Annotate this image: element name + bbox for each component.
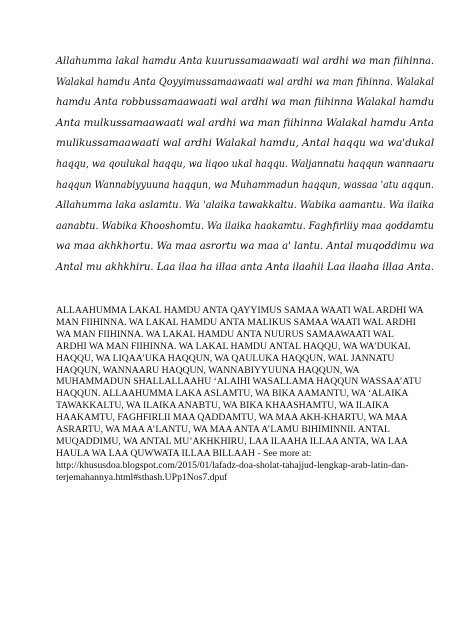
paragraph-line: Anta mulkussamaawaati wal ardhi wa man fiihinna Walakal hamdu Anta <box>56 116 434 129</box>
paragraph-line: MUHAMMADUN SHALLALLAAHU ‘ALAIHI WASALLAMA HAQQUN WASSAA’ATU <box>56 376 422 388</box>
paragraph-line: Allahumma lakal hamdu Anta kuurussamaawaati wal ardhi wa man fiihinna. <box>56 55 435 67</box>
paragraph-line: ASRARTU, WA MAA A’LANTU, WA MAA ANTA A’LAMU BIHIMINNII. ANTAL <box>56 424 390 436</box>
paragraph-line: HAULA WA LAA QUWWATA ILLAA BILLAAH - See more at: <box>56 447 312 459</box>
paragraph-line: ALLAAHUMMA LAKAL HAMDU ANTA QAYYIMUS SAMAA WAATI WAL ARDHI WA <box>56 305 424 316</box>
uppercase-transliteration-paragraph <box>56 305 436 484</box>
paragraph-line: haqqun Wannabiyyuuna haqqun, wa Muhammadun haqqun, wassaa 'atu aqqun. <box>56 178 434 191</box>
paragraph-line: mulikussamaawaati wal ardhi Walakal hamdu, Antal haqqu wa wa'dukal <box>56 137 435 150</box>
paragraph-line: Allahumma laka aslamtu. Wa 'alaika tawakkaltu. Wabika aamantu. Wa ilaika <box>56 199 435 212</box>
paragraph-line: TAWAKKALTU, WA ILAIKA ANABTU, WA BIKA KHAASHAMTU, WA ILAIKA <box>56 400 390 412</box>
source-url-line: http://khususdoa.blogspot.com/2015/01/lafadz-doa-sholat-tahajjud-lengkap-arab-latin-dan- <box>56 459 409 471</box>
paragraph-line: WA MAN FIIHINNA. WA LAKAL HAMDU ANTA NUURUS SAMAAWAATI WAL <box>56 328 394 340</box>
paragraph-line: MUQADDIMU, WA ANTAL MU’AKHKHIRU, LAA ILAAHA ILLAA ANTA, WA LAA <box>56 435 408 447</box>
paragraph-line: HAQQUN. ALLAAHUMMA LAKA ASLAMTU, WA BIKA AAMANTU, WA ‘ALAIKA <box>56 388 409 400</box>
italic-transliteration-paragraph <box>56 51 434 278</box>
paragraph-line: ARDHI WA MAN FIIHINNA. WA LAKAL HAMDU ANTAL HAQQU, WA WA’DUKAL <box>56 340 411 352</box>
paragraph-line: haqqu, wa qoulukal haqqu, wa liqoo ukal haqqu. Waljannatu haqqun wannaaru <box>56 157 435 170</box>
paragraph-line: HAQQUN, WANNAARU HAQQUN, WANNABIYYUUNA HAQQUN, WA <box>56 364 360 376</box>
paragraph-line: hamdu Anta robbussamaawaati wal ardhi wa man fiihinna Walakal hamdu <box>56 96 435 109</box>
paragraph-line: Antal mu akhkhiru. Laa ilaa ha illaa anta Anta ilaahii Laa ilaaha illaa Anta. <box>56 260 434 273</box>
paragraph-line: HAQQU, WA LIQAA’UKA HAQQUN, WA QAULUKA HAQQUN, WAL JANNATU <box>56 352 395 364</box>
paragraph-line: MAN FIIHINNA. WA LAKAL HAMDU ANTA MALIKUS SAMAA WAATI WAL ARDHI <box>56 316 416 328</box>
source-url-line: terjemahannya.html#sthash.UPp1Nos7.dpuf <box>56 471 228 483</box>
paragraph-line: Walakal hamdu Anta Qoyyimussamaawaati wal ardhi wa man fihinna. Walakal <box>56 75 435 88</box>
paragraph-line: HAAKAMTU, FAGHFIRLII MAA QADDAMTU, WA MAA AKH-KHARTU, WA MAA <box>56 412 408 424</box>
paragraph-line: wa maa akhkhortu. Wa maa asrortu wa maa a' lantu. Antal muqoddimu wa <box>56 240 435 253</box>
paragraph-line: aanabtu. Wabika Khooshomtu. Wa ilaika haakamtu. Faghfirliiy maa qoddamtu <box>56 219 434 232</box>
